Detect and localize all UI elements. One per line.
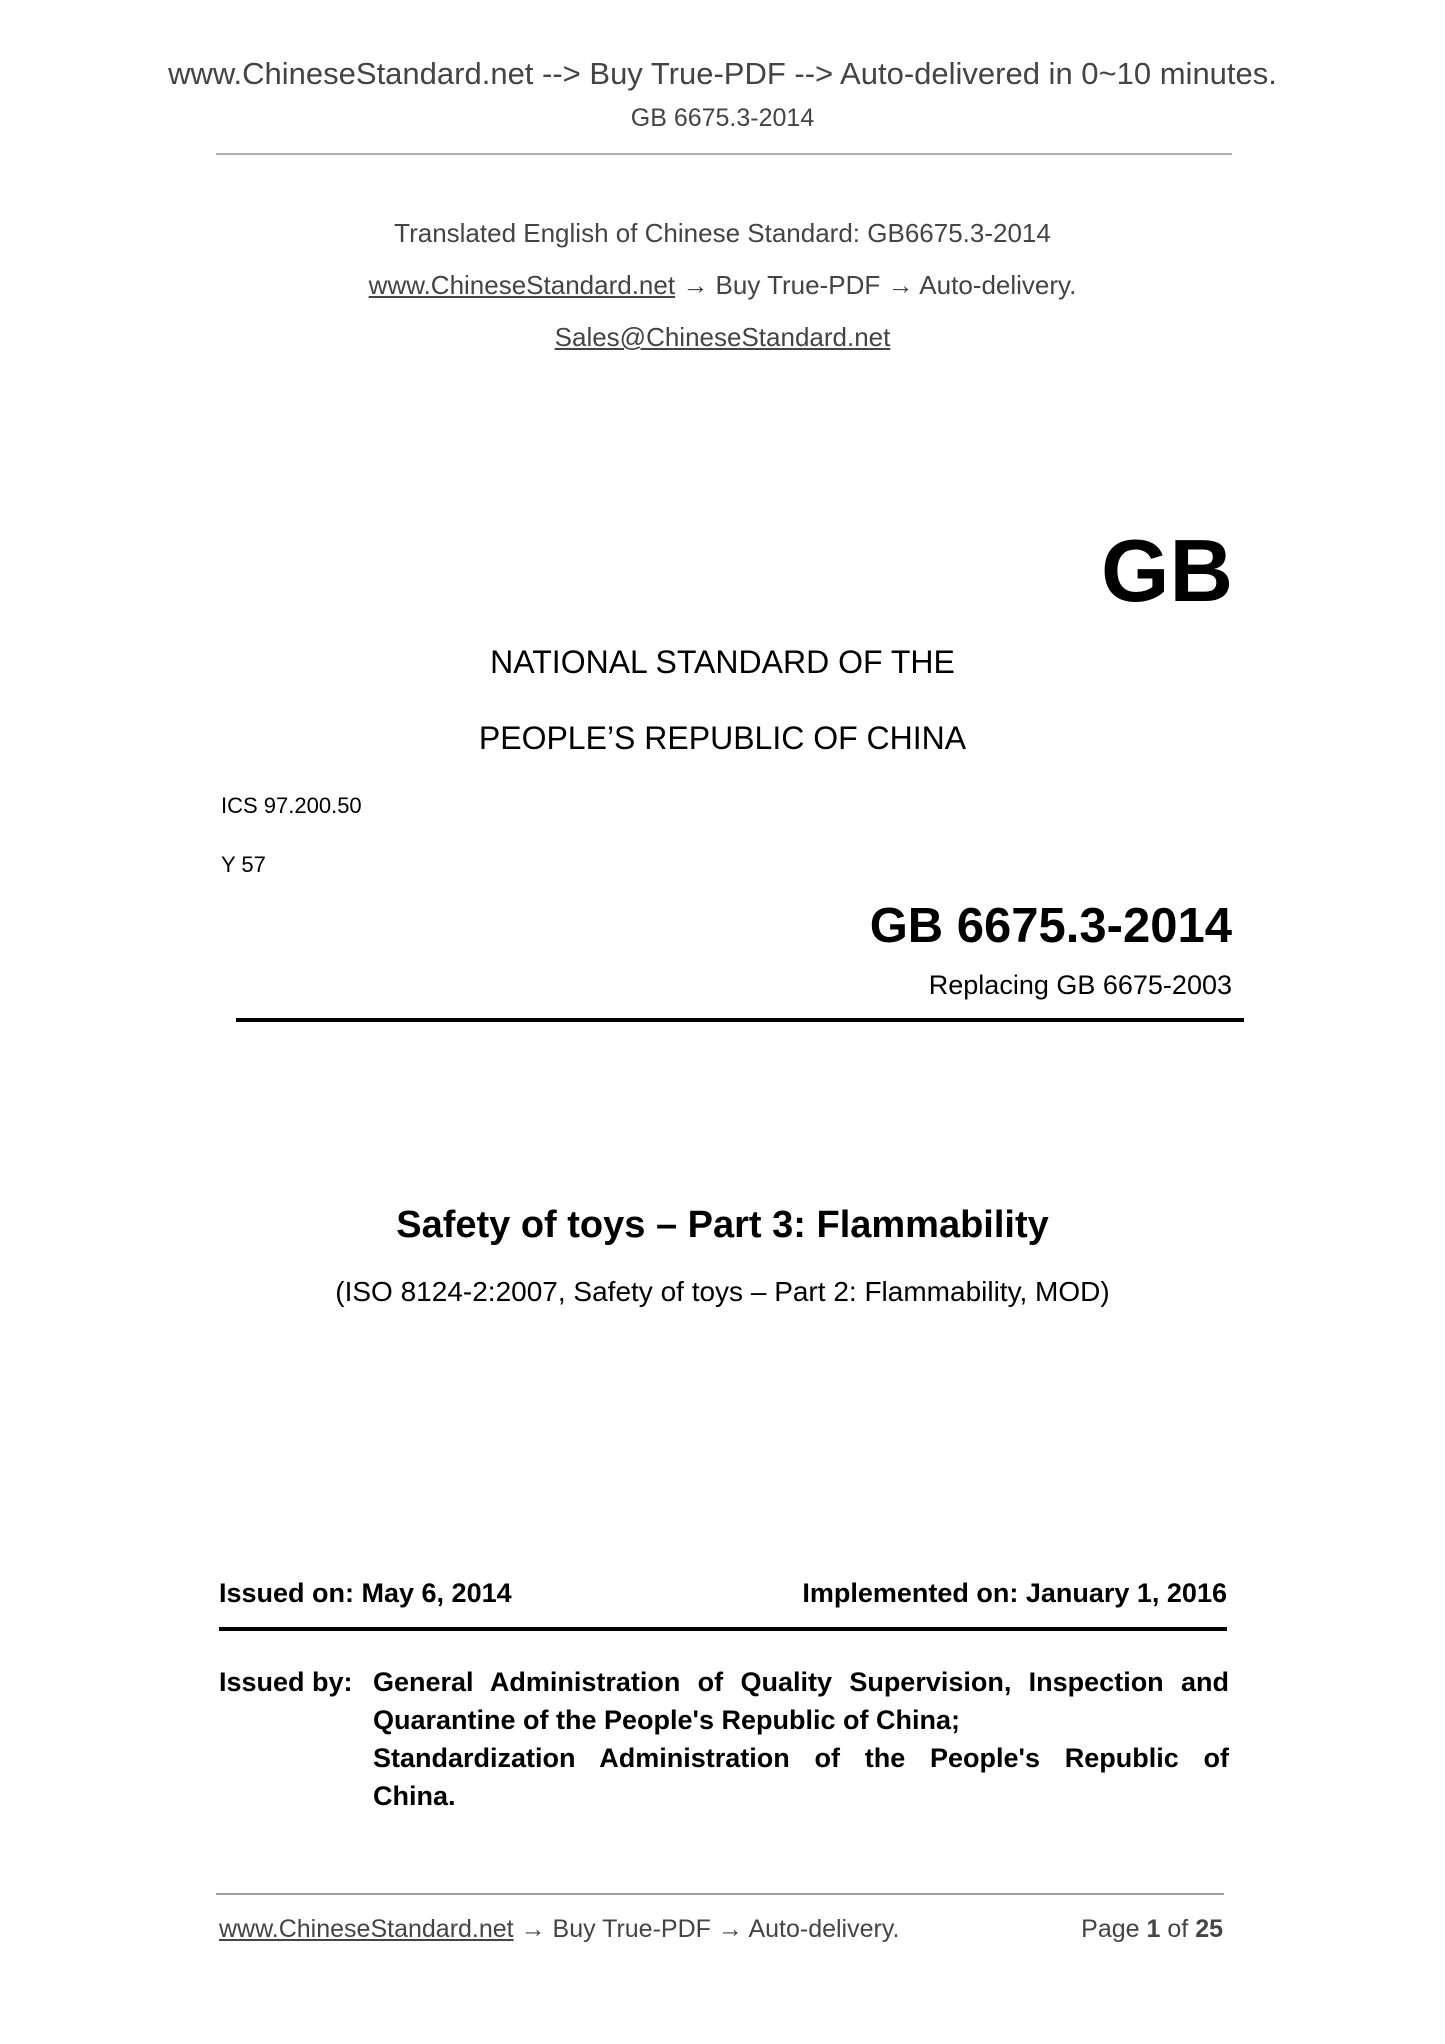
page-current: 1 (1146, 1915, 1161, 1943)
arrow-right-icon: → (887, 270, 914, 300)
issuer-line: Standardization Administration of the People's Republic of (373, 1743, 1229, 1773)
arrow-right-icon: → (520, 1915, 546, 1943)
auto-delivery-text: Auto-delivery. (748, 1915, 900, 1943)
footer-link-line (219, 1915, 899, 1944)
issued-by-label: Issued by: (219, 1667, 353, 1697)
translated-note: Translated English of Chinese Standard: GB6675.3-2014 (394, 218, 1051, 248)
document-subtitle: (ISO 8124-2:2007, Safety of toys – Part 2: Flammability, MOD) (335, 1276, 1110, 1307)
header-divider (216, 153, 1232, 155)
standard-number: GB 6675.3-2014 (869, 899, 1232, 953)
arrow-right-icon: → (682, 270, 709, 300)
issuer-line: General Administration of Quality Supervision, Inspection and (373, 1667, 1229, 1697)
replacing-note: Replacing GB 6675-2003 (928, 970, 1232, 1000)
issuer-line: Quarantine of the People's Republic of China; (373, 1705, 960, 1735)
implemented-on: Implemented on: January 1, 2016 (802, 1578, 1227, 1608)
document-title: Safety of toys – Part 3: Flammability (396, 1204, 1049, 1246)
page-label: Page (1081, 1915, 1140, 1943)
header-doc-code: GB 6675.3-2014 (630, 104, 815, 132)
email-link[interactable]: Sales@ChineseStandard.net (554, 322, 891, 352)
buy-text: Buy True-PDF (715, 270, 881, 300)
issued-by-block (219, 1663, 1229, 1815)
intro-link-line (0, 270, 1445, 301)
footer-divider (216, 1893, 1224, 1895)
ccs-code: Y 57 (221, 852, 266, 877)
arrow-right-icon: → (717, 1915, 743, 1943)
divider-line (236, 1018, 1244, 1022)
issued-on: Issued on: May 6, 2014 (219, 1578, 512, 1608)
of-label: of (1167, 1915, 1189, 1943)
issuer-line: China. (373, 1781, 456, 1811)
national-standard-line2: PEOPLE’S REPUBLIC OF CHINA (478, 720, 967, 756)
header-banner: www.ChineseStandard.net --> Buy True-PDF --> Auto-delivered in 0~10 minutes. (168, 56, 1277, 91)
buy-text: Buy True-PDF (552, 1915, 711, 1943)
auto-delivery-text: Auto-delivery. (919, 270, 1077, 300)
footer-site-link[interactable]: www.ChineseStandard.net (219, 1915, 514, 1943)
page-indicator (1081, 1915, 1223, 1944)
email-line (0, 322, 1445, 353)
ics-code: ICS 97.200.50 (221, 793, 362, 818)
page-total: 25 (1195, 1915, 1223, 1943)
national-standard-line1: NATIONAL STANDARD OF THE (490, 644, 955, 680)
site-link[interactable]: www.ChineseStandard.net (368, 270, 676, 300)
gb-mark: GB (1101, 521, 1233, 620)
divider-line (219, 1627, 1227, 1631)
